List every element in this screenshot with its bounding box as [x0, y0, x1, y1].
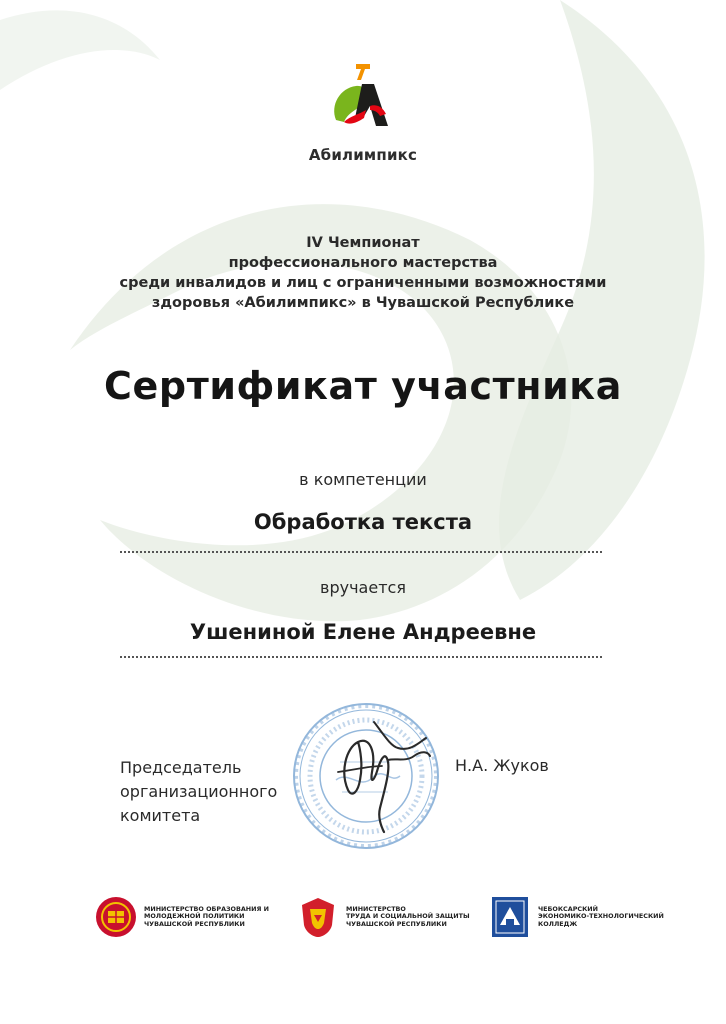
organization-ministry-education — [94, 895, 269, 939]
organization-line: ЧУВАШСКОЙ РЕСПУБЛИКИ — [144, 919, 245, 928]
organization-line: КОЛЛЕДЖ — [538, 919, 578, 928]
organization-line: МИНИСТЕРСТВО — [346, 904, 406, 913]
championship-title — [0, 233, 726, 313]
organization-line: ЭКОНОМИКО-ТЕХНОЛОГИЧЕСКИЙ — [538, 912, 664, 921]
organization-line: ЧУВАШСКОЙ РЕСПУБЛИКИ — [346, 919, 447, 928]
organizations-footer — [0, 895, 726, 955]
organization-line: ТРУДА И СОЦИАЛЬНОЙ ЗАЩИТЫ — [346, 912, 470, 921]
signatory-title — [120, 756, 277, 828]
organization-line: ЧЕБОКСАРСКИЙ — [538, 904, 598, 913]
organization-text — [538, 906, 664, 929]
title-line-2: профессионального мастерства — [228, 255, 498, 271]
organization-line: МОЛОДЕЖНОЙ ПОЛИТИКИ — [144, 912, 245, 921]
title-line-1: IV Чемпионат — [306, 235, 420, 251]
title-line-3: среди инвалидов и лиц с ограниченными возможностями — [119, 275, 607, 291]
abilympics-logo — [330, 60, 396, 134]
competence-label: в компетенции — [299, 470, 427, 489]
dotted-divider — [120, 551, 602, 553]
awarded-label: вручается — [320, 578, 406, 597]
signatory-title-line-1: Председатель — [120, 758, 242, 777]
signatory-title-line-2: организационного — [120, 782, 278, 801]
ministry-education-emblem — [94, 895, 138, 939]
brand-name: Абилимпикс — [308, 146, 418, 164]
dotted-divider — [120, 656, 602, 658]
title-line-4: здоровья «Абилимпикс» в Чувашской Республике — [151, 295, 575, 311]
signatory-title-line-3: комитета — [120, 806, 201, 825]
organization-text — [346, 906, 470, 929]
certificate-heading: Сертификат участника — [104, 364, 622, 408]
competence-value: Обработка текста — [253, 510, 473, 534]
organization-college — [488, 895, 664, 939]
chuvash-coat-of-arms — [296, 895, 340, 939]
recipient-name: Ушениной Елене Андреевне — [189, 620, 537, 644]
organization-ministry-labor — [296, 895, 470, 939]
organization-line: МИНИСТЕРСТВО ОБРАЗОВАНИЯ И — [144, 904, 269, 913]
organization-text — [144, 906, 269, 929]
college-emblem — [488, 895, 532, 939]
signature — [318, 712, 436, 838]
signatory-name: Н.А. Жуков — [455, 756, 549, 775]
